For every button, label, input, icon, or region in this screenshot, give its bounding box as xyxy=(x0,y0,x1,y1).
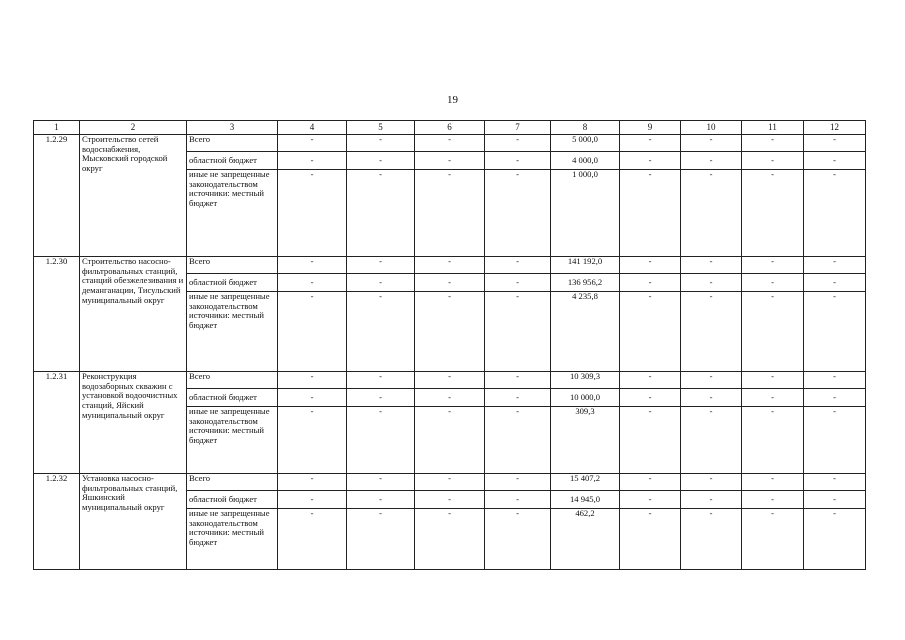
header-cell: 4 xyxy=(278,121,347,135)
value-cell: - xyxy=(742,491,804,509)
value-cell: 4 000,0 xyxy=(551,152,620,170)
header-cell: 8 xyxy=(551,121,620,135)
value-cell: - xyxy=(347,474,415,491)
value-cell: 5 000,0 xyxy=(551,135,620,152)
value-cell: - xyxy=(278,389,347,407)
value-cell: 10 309,3 xyxy=(551,372,620,389)
value-cell: - xyxy=(620,372,681,389)
budget-table xyxy=(33,120,866,570)
value-cell: 141 192,0 xyxy=(551,257,620,274)
value-cell: - xyxy=(681,474,742,491)
value-cell: - xyxy=(347,509,415,570)
value-cell: - xyxy=(347,389,415,407)
row-code: 1.2.30 xyxy=(34,257,80,372)
value-cell: 4 235,8 xyxy=(551,292,620,372)
value-cell: - xyxy=(278,135,347,152)
value-cell: - xyxy=(278,152,347,170)
value-cell: - xyxy=(620,152,681,170)
page-number: 19 xyxy=(447,94,458,106)
value-cell: - xyxy=(278,292,347,372)
value-cell: - xyxy=(620,274,681,292)
value-cell: - xyxy=(620,407,681,474)
value-cell: - xyxy=(415,274,485,292)
value-cell: - xyxy=(804,509,866,570)
value-cell: 462,2 xyxy=(551,509,620,570)
value-cell: - xyxy=(278,372,347,389)
header-cell: 12 xyxy=(804,121,866,135)
value-cell: - xyxy=(681,257,742,274)
value-cell: - xyxy=(347,372,415,389)
value-cell: - xyxy=(485,407,551,474)
value-cell: - xyxy=(681,407,742,474)
value-cell: - xyxy=(620,170,681,257)
row-name: Установка насосно-фильтровальных станций, Яшкинский муниципальный округ xyxy=(80,474,187,570)
value-cell: - xyxy=(485,389,551,407)
value-cell: - xyxy=(278,474,347,491)
value-cell: - xyxy=(347,491,415,509)
table-row xyxy=(34,257,866,274)
funding-source: Всего xyxy=(187,474,278,491)
value-cell: - xyxy=(415,474,485,491)
header-cell: 11 xyxy=(742,121,804,135)
value-cell: - xyxy=(681,170,742,257)
value-cell: - xyxy=(485,292,551,372)
header-cell: 1 xyxy=(34,121,80,135)
funding-source: областной бюджет xyxy=(187,152,278,170)
value-cell: 15 407,2 xyxy=(551,474,620,491)
table-body xyxy=(34,121,866,570)
funding-source: областной бюджет xyxy=(187,274,278,292)
value-cell: - xyxy=(485,170,551,257)
value-cell: 10 000,0 xyxy=(551,389,620,407)
header-cell: 9 xyxy=(620,121,681,135)
value-cell: - xyxy=(681,152,742,170)
value-cell: - xyxy=(415,292,485,372)
value-cell: - xyxy=(415,407,485,474)
header-cell: 2 xyxy=(80,121,187,135)
value-cell: - xyxy=(485,509,551,570)
table-row xyxy=(34,474,866,491)
value-cell: - xyxy=(278,170,347,257)
funding-source: Всего xyxy=(187,135,278,152)
header-cell: 6 xyxy=(415,121,485,135)
value-cell: - xyxy=(485,474,551,491)
value-cell: 309,3 xyxy=(551,407,620,474)
funding-source: областной бюджет xyxy=(187,389,278,407)
value-cell: - xyxy=(742,152,804,170)
value-cell: - xyxy=(485,135,551,152)
funding-source: Всего xyxy=(187,257,278,274)
value-cell: - xyxy=(742,135,804,152)
value-cell: - xyxy=(804,474,866,491)
value-cell: - xyxy=(742,474,804,491)
value-cell: - xyxy=(681,509,742,570)
row-name: Строительство насосно-фильтровальных станций, станций обезжелезивания и деманганации, Тисульский муниципальный округ xyxy=(80,257,187,372)
value-cell: - xyxy=(742,389,804,407)
header-cell: 7 xyxy=(485,121,551,135)
table-row xyxy=(34,372,866,389)
value-cell: - xyxy=(804,389,866,407)
value-cell: - xyxy=(485,491,551,509)
value-cell: - xyxy=(620,292,681,372)
value-cell: - xyxy=(804,372,866,389)
row-code: 1.2.32 xyxy=(34,474,80,570)
value-cell: - xyxy=(278,491,347,509)
value-cell: - xyxy=(681,389,742,407)
value-cell: - xyxy=(278,257,347,274)
value-cell: - xyxy=(485,274,551,292)
value-cell: 14 945,0 xyxy=(551,491,620,509)
value-cell: - xyxy=(681,491,742,509)
value-cell: - xyxy=(804,274,866,292)
value-cell: - xyxy=(620,135,681,152)
value-cell: - xyxy=(278,407,347,474)
value-cell: - xyxy=(347,407,415,474)
value-cell: - xyxy=(415,170,485,257)
value-cell: - xyxy=(742,292,804,372)
funding-source: Всего xyxy=(187,372,278,389)
funding-source: областной бюджет xyxy=(187,491,278,509)
value-cell: - xyxy=(278,509,347,570)
value-cell: - xyxy=(347,257,415,274)
header-cell: 5 xyxy=(347,121,415,135)
value-cell: - xyxy=(620,491,681,509)
value-cell: - xyxy=(681,135,742,152)
value-cell: - xyxy=(485,372,551,389)
value-cell: - xyxy=(278,274,347,292)
header-cell: 10 xyxy=(681,121,742,135)
value-cell: - xyxy=(415,491,485,509)
value-cell: - xyxy=(804,152,866,170)
value-cell: - xyxy=(804,407,866,474)
value-cell: - xyxy=(742,170,804,257)
funding-source: иные не запрещенные законодательством источники: местный бюджет xyxy=(187,509,278,570)
funding-source: иные не запрещенные законодательством источники: местный бюджет xyxy=(187,407,278,474)
value-cell: - xyxy=(742,257,804,274)
value-cell: - xyxy=(804,170,866,257)
table-row xyxy=(34,135,866,152)
value-cell: - xyxy=(681,372,742,389)
row-name: Строительство сетей водоснабжения, Мысковский городской округ xyxy=(80,135,187,257)
value-cell: - xyxy=(804,491,866,509)
value-cell: 136 956,2 xyxy=(551,274,620,292)
value-cell: - xyxy=(804,135,866,152)
value-cell: - xyxy=(620,257,681,274)
value-cell: - xyxy=(804,292,866,372)
row-name: Реконструкция водозаборных скважин с установкой водоочистных станций, Яйский муниципальный округ xyxy=(80,372,187,474)
value-cell: - xyxy=(742,509,804,570)
value-cell: - xyxy=(347,135,415,152)
value-cell: - xyxy=(620,474,681,491)
value-cell: - xyxy=(415,372,485,389)
value-cell: - xyxy=(742,407,804,474)
value-cell: - xyxy=(681,292,742,372)
row-code: 1.2.31 xyxy=(34,372,80,474)
value-cell: - xyxy=(804,257,866,274)
value-cell: - xyxy=(415,135,485,152)
value-cell: - xyxy=(347,152,415,170)
funding-source: иные не запрещенные законодательством источники: местный бюджет xyxy=(187,292,278,372)
value-cell: - xyxy=(347,274,415,292)
value-cell: - xyxy=(620,509,681,570)
header-row xyxy=(34,121,866,135)
value-cell: - xyxy=(347,292,415,372)
value-cell: - xyxy=(620,389,681,407)
funding-source: иные не запрещенные законодательством источники: местный бюджет xyxy=(187,170,278,257)
value-cell: - xyxy=(415,389,485,407)
value-cell: - xyxy=(742,372,804,389)
value-cell: - xyxy=(347,170,415,257)
value-cell: 1 000,0 xyxy=(551,170,620,257)
value-cell: - xyxy=(415,152,485,170)
header-cell: 3 xyxy=(187,121,278,135)
value-cell: - xyxy=(485,257,551,274)
value-cell: - xyxy=(485,152,551,170)
value-cell: - xyxy=(681,274,742,292)
value-cell: - xyxy=(415,257,485,274)
value-cell: - xyxy=(415,509,485,570)
row-code: 1.2.29 xyxy=(34,135,80,257)
value-cell: - xyxy=(742,274,804,292)
